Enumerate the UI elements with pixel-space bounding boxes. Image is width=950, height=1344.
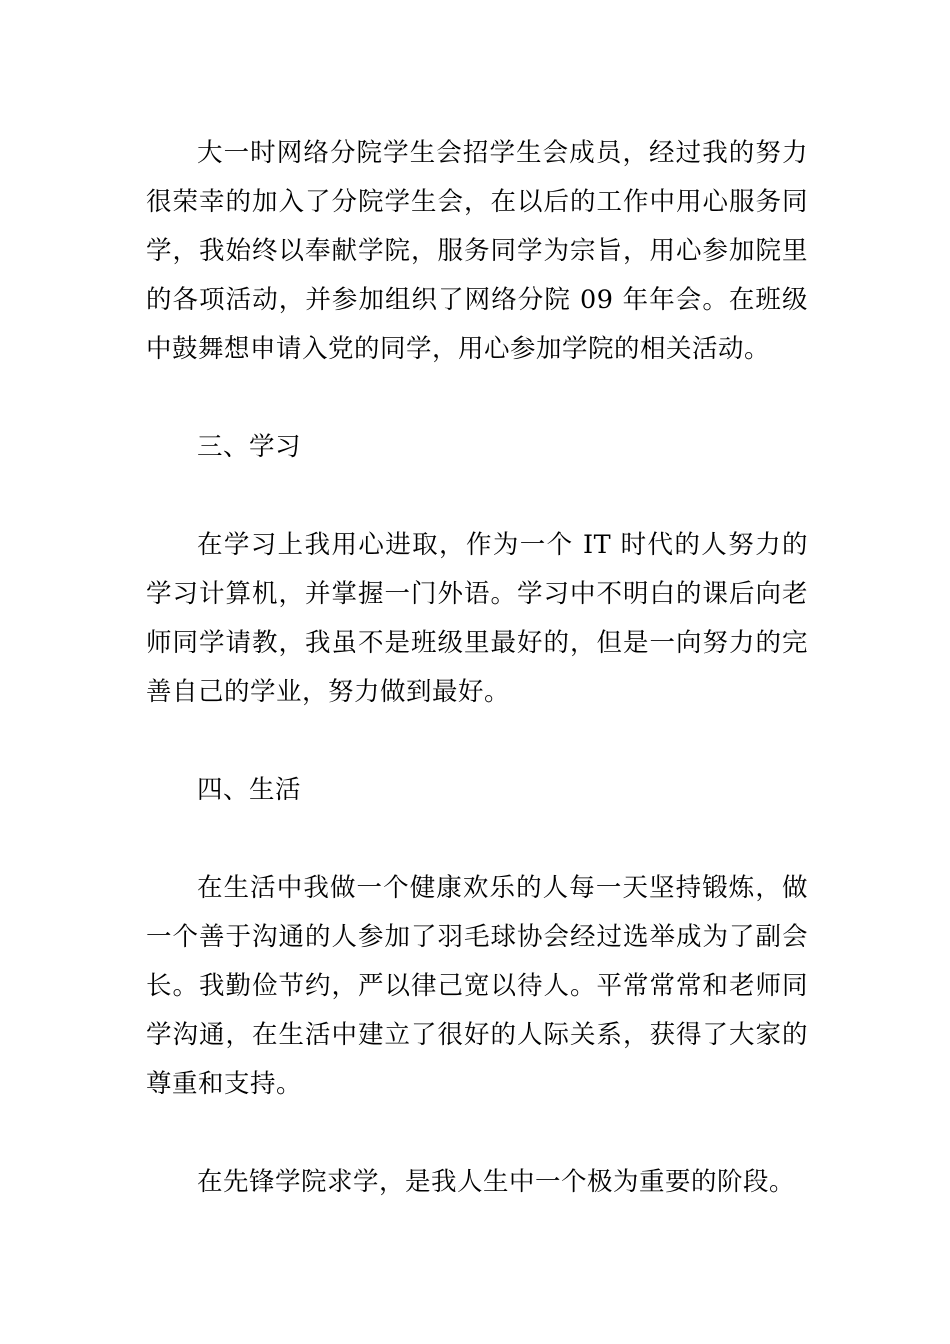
paragraph-study: 在学习上我用心进取，作为一个 IT 时代的人努力的学习计算机，并掌握一门外语。学习中不明白的课后向老师同学请教，我虽不是班级里最好的，但是一向努力的完善自己的学业，努力做到最好。 — [146, 530, 808, 707]
paragraph-life: 在生活中我做一个健康欢乐的人每一天坚持锻炼，做一个善于沟通的人参加了羽毛球协会经过选举成为了副会长。我勤俭节约，严以律己宽以待人。平常常常和老师同学沟通，在生活中建立了很好的人际关系，获得了大家的尊重和支持。 — [146, 873, 808, 1099]
paragraph-student-union: 大一时网络分院学生会招学生会成员，经过我的努力很荣幸的加入了分院学生会，在以后的工作中用心服务同学，我始终以奉献学院，服务同学为宗旨，用心参加院里的各项活动，并参加组织了网络分院 09 年年会。在班级中鼓舞想申请入党的同学，用心参加学院的相关活动。 — [146, 138, 808, 364]
heading-life: 四、生活 — [197, 775, 302, 805]
paragraph-closing: 在先锋学院求学，是我人生中一个极为重要的阶段。 — [197, 1167, 796, 1197]
document-body — [146, 129, 808, 1207]
heading-study: 三、学习 — [197, 432, 302, 462]
